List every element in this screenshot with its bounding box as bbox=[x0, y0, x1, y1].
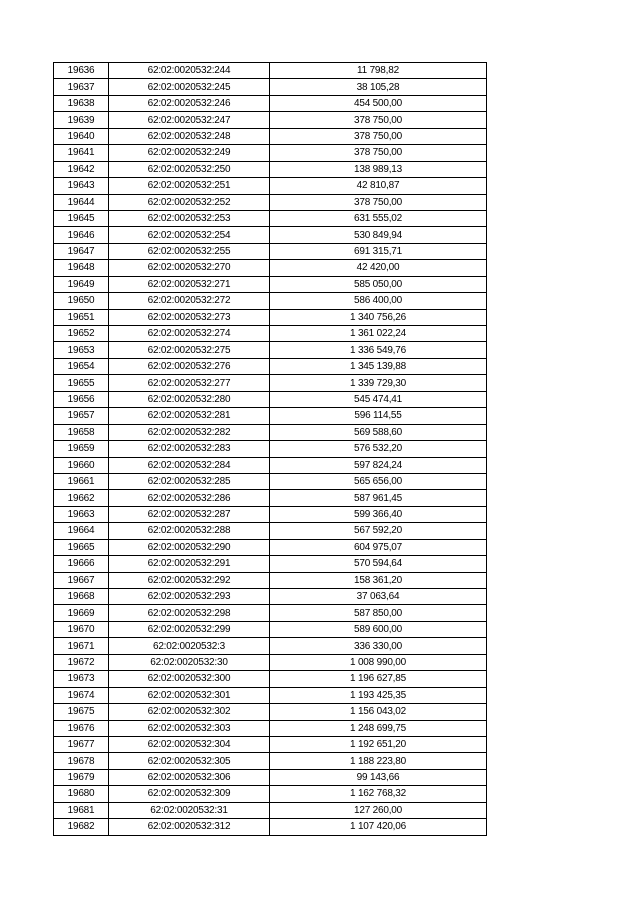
table-row bbox=[54, 112, 487, 128]
cadastral-value-cell: 1 361 022,24 bbox=[270, 326, 487, 342]
cadastral-value-cell: 569 588,60 bbox=[270, 424, 487, 440]
table-row bbox=[54, 769, 487, 785]
row-number-cell: 19667 bbox=[54, 572, 109, 588]
cadastral-value-cell: 1 336 549,76 bbox=[270, 342, 487, 358]
cadastral-number-cell: 62:02:0020532:288 bbox=[109, 523, 270, 539]
row-number-cell: 19662 bbox=[54, 490, 109, 506]
cadastral-number-cell: 62:02:0020532:275 bbox=[109, 342, 270, 358]
cadastral-value-cell: 1 193 425,35 bbox=[270, 687, 487, 703]
cadastral-number-cell: 62:02:0020532:248 bbox=[109, 128, 270, 144]
cadastral-value-cell: 1 340 756,26 bbox=[270, 309, 487, 325]
cadastral-value-cell: 1 107 420,06 bbox=[270, 819, 487, 835]
cadastral-value-cell: 585 050,00 bbox=[270, 276, 487, 292]
cadastral-number-cell: 62:02:0020532:253 bbox=[109, 210, 270, 226]
row-number-cell: 19657 bbox=[54, 408, 109, 424]
cadastral-number-cell: 62:02:0020532:271 bbox=[109, 276, 270, 292]
row-number-cell: 19660 bbox=[54, 457, 109, 473]
row-number-cell: 19663 bbox=[54, 506, 109, 522]
row-number-cell: 19646 bbox=[54, 227, 109, 243]
row-number-cell: 19650 bbox=[54, 293, 109, 309]
cadastral-number-cell: 62:02:0020532:244 bbox=[109, 63, 270, 79]
table-row bbox=[54, 473, 487, 489]
row-number-cell: 19655 bbox=[54, 375, 109, 391]
row-number-cell: 19678 bbox=[54, 753, 109, 769]
cadastral-number-cell: 62:02:0020532:303 bbox=[109, 720, 270, 736]
cadastral-value-cell: 1 188 223,80 bbox=[270, 753, 487, 769]
table-row bbox=[54, 490, 487, 506]
table-body bbox=[54, 63, 487, 836]
row-number-cell: 19656 bbox=[54, 391, 109, 407]
row-number-cell: 19647 bbox=[54, 243, 109, 259]
table-row bbox=[54, 375, 487, 391]
cadastral-value-cell: 565 656,00 bbox=[270, 473, 487, 489]
row-number-cell: 19636 bbox=[54, 63, 109, 79]
table-row bbox=[54, 457, 487, 473]
row-number-cell: 19676 bbox=[54, 720, 109, 736]
cadastral-value-cell: 691 315,71 bbox=[270, 243, 487, 259]
cadastral-value-cell: 99 143,66 bbox=[270, 769, 487, 785]
table-row bbox=[54, 210, 487, 226]
cadastral-value-cell: 158 361,20 bbox=[270, 572, 487, 588]
cadastral-number-cell: 62:02:0020532:291 bbox=[109, 556, 270, 572]
table-row bbox=[54, 243, 487, 259]
row-number-cell: 19681 bbox=[54, 802, 109, 818]
cadastral-number-cell: 62:02:0020532:302 bbox=[109, 704, 270, 720]
row-number-cell: 19643 bbox=[54, 178, 109, 194]
row-number-cell: 19666 bbox=[54, 556, 109, 572]
table-row bbox=[54, 178, 487, 194]
table-row bbox=[54, 704, 487, 720]
table-row bbox=[54, 408, 487, 424]
row-number-cell: 19668 bbox=[54, 589, 109, 605]
cadastral-value-cell: 336 330,00 bbox=[270, 638, 487, 654]
table-row bbox=[54, 128, 487, 144]
table-row bbox=[54, 687, 487, 703]
cadastral-number-cell: 62:02:0020532:245 bbox=[109, 79, 270, 95]
table-row bbox=[54, 276, 487, 292]
cadastral-number-cell: 62:02:0020532:312 bbox=[109, 819, 270, 835]
cadastral-number-cell: 62:02:0020532:246 bbox=[109, 95, 270, 111]
cadastral-value-cell: 378 750,00 bbox=[270, 194, 487, 210]
table-row bbox=[54, 441, 487, 457]
table-row bbox=[54, 539, 487, 555]
row-number-cell: 19641 bbox=[54, 145, 109, 161]
cadastral-value-table bbox=[53, 62, 487, 836]
table-row bbox=[54, 506, 487, 522]
cadastral-value-cell: 1 196 627,85 bbox=[270, 671, 487, 687]
cadastral-value-cell: 545 474,41 bbox=[270, 391, 487, 407]
cadastral-value-cell: 631 555,02 bbox=[270, 210, 487, 226]
cadastral-value-cell: 378 750,00 bbox=[270, 112, 487, 128]
table-row bbox=[54, 309, 487, 325]
cadastral-value-cell: 587 961,45 bbox=[270, 490, 487, 506]
table-row bbox=[54, 293, 487, 309]
row-number-cell: 19673 bbox=[54, 671, 109, 687]
cadastral-number-cell: 62:02:0020532:255 bbox=[109, 243, 270, 259]
cadastral-number-cell: 62:02:0020532:273 bbox=[109, 309, 270, 325]
cadastral-number-cell: 62:02:0020532:306 bbox=[109, 769, 270, 785]
cadastral-number-cell: 62:02:0020532:299 bbox=[109, 621, 270, 637]
cadastral-value-cell: 1 162 768,32 bbox=[270, 786, 487, 802]
cadastral-value-cell: 37 063,64 bbox=[270, 589, 487, 605]
cadastral-value-cell: 1 248 699,75 bbox=[270, 720, 487, 736]
row-number-cell: 19648 bbox=[54, 260, 109, 276]
cadastral-number-cell: 62:02:0020532:283 bbox=[109, 441, 270, 457]
row-number-cell: 19640 bbox=[54, 128, 109, 144]
cadastral-number-cell: 62:02:0020532:286 bbox=[109, 490, 270, 506]
table-row bbox=[54, 391, 487, 407]
cadastral-value-cell: 1 008 990,00 bbox=[270, 654, 487, 670]
table-row bbox=[54, 786, 487, 802]
row-number-cell: 19653 bbox=[54, 342, 109, 358]
table-row bbox=[54, 227, 487, 243]
cadastral-value-cell: 599 366,40 bbox=[270, 506, 487, 522]
table-row bbox=[54, 358, 487, 374]
table-row bbox=[54, 589, 487, 605]
row-number-cell: 19674 bbox=[54, 687, 109, 703]
cadastral-value-cell: 576 532,20 bbox=[270, 441, 487, 457]
cadastral-number-cell: 62:02:0020532:285 bbox=[109, 473, 270, 489]
table-row bbox=[54, 342, 487, 358]
row-number-cell: 19679 bbox=[54, 769, 109, 785]
row-number-cell: 19661 bbox=[54, 473, 109, 489]
cadastral-number-cell: 62:02:0020532:251 bbox=[109, 178, 270, 194]
row-number-cell: 19680 bbox=[54, 786, 109, 802]
table-row bbox=[54, 671, 487, 687]
cadastral-number-cell: 62:02:0020532:249 bbox=[109, 145, 270, 161]
table-row bbox=[54, 621, 487, 637]
row-number-cell: 19665 bbox=[54, 539, 109, 555]
row-number-cell: 19639 bbox=[54, 112, 109, 128]
table-row bbox=[54, 736, 487, 752]
row-number-cell: 19644 bbox=[54, 194, 109, 210]
row-number-cell: 19645 bbox=[54, 210, 109, 226]
cadastral-number-cell: 62:02:0020532:277 bbox=[109, 375, 270, 391]
cadastral-value-cell: 570 594,64 bbox=[270, 556, 487, 572]
cadastral-value-cell: 1 156 043,02 bbox=[270, 704, 487, 720]
cadastral-number-cell: 62:02:0020532:300 bbox=[109, 671, 270, 687]
table-row bbox=[54, 638, 487, 654]
cadastral-value-cell: 1 339 729,30 bbox=[270, 375, 487, 391]
cadastral-number-cell: 62:02:0020532:270 bbox=[109, 260, 270, 276]
table-row bbox=[54, 720, 487, 736]
cadastral-value-cell: 378 750,00 bbox=[270, 128, 487, 144]
row-number-cell: 19651 bbox=[54, 309, 109, 325]
cadastral-value-cell: 127 260,00 bbox=[270, 802, 487, 818]
cadastral-number-cell: 62:02:0020532:30 bbox=[109, 654, 270, 670]
row-number-cell: 19669 bbox=[54, 605, 109, 621]
row-number-cell: 19642 bbox=[54, 161, 109, 177]
cadastral-number-cell: 62:02:0020532:293 bbox=[109, 589, 270, 605]
cadastral-number-cell: 62:02:0020532:304 bbox=[109, 736, 270, 752]
cadastral-number-cell: 62:02:0020532:301 bbox=[109, 687, 270, 703]
row-number-cell: 19654 bbox=[54, 358, 109, 374]
cadastral-number-cell: 62:02:0020532:254 bbox=[109, 227, 270, 243]
row-number-cell: 19675 bbox=[54, 704, 109, 720]
cadastral-value-cell: 42 810,87 bbox=[270, 178, 487, 194]
cadastral-number-cell: 62:02:0020532:250 bbox=[109, 161, 270, 177]
cadastral-value-cell: 587 850,00 bbox=[270, 605, 487, 621]
cadastral-value-cell: 454 500,00 bbox=[270, 95, 487, 111]
cadastral-value-cell: 604 975,07 bbox=[270, 539, 487, 555]
cadastral-number-cell: 62:02:0020532:274 bbox=[109, 326, 270, 342]
cadastral-value-cell: 597 824,24 bbox=[270, 457, 487, 473]
table-row bbox=[54, 424, 487, 440]
table-row bbox=[54, 145, 487, 161]
cadastral-number-cell: 62:02:0020532:31 bbox=[109, 802, 270, 818]
cadastral-number-cell: 62:02:0020532:272 bbox=[109, 293, 270, 309]
cadastral-value-cell: 530 849,94 bbox=[270, 227, 487, 243]
cadastral-value-cell: 589 600,00 bbox=[270, 621, 487, 637]
cadastral-number-cell: 62:02:0020532:290 bbox=[109, 539, 270, 555]
table-row bbox=[54, 194, 487, 210]
table-row bbox=[54, 161, 487, 177]
row-number-cell: 19652 bbox=[54, 326, 109, 342]
row-number-cell: 19638 bbox=[54, 95, 109, 111]
table-row bbox=[54, 802, 487, 818]
table-row bbox=[54, 63, 487, 79]
cadastral-number-cell: 62:02:0020532:247 bbox=[109, 112, 270, 128]
cadastral-number-cell: 62:02:0020532:298 bbox=[109, 605, 270, 621]
cadastral-value-cell: 42 420,00 bbox=[270, 260, 487, 276]
table-row bbox=[54, 819, 487, 835]
cadastral-number-cell: 62:02:0020532:281 bbox=[109, 408, 270, 424]
cadastral-value-cell: 567 592,20 bbox=[270, 523, 487, 539]
row-number-cell: 19671 bbox=[54, 638, 109, 654]
cadastral-value-cell: 378 750,00 bbox=[270, 145, 487, 161]
cadastral-number-cell: 62:02:0020532:292 bbox=[109, 572, 270, 588]
row-number-cell: 19664 bbox=[54, 523, 109, 539]
table-row bbox=[54, 260, 487, 276]
cadastral-number-cell: 62:02:0020532:3 bbox=[109, 638, 270, 654]
table-row bbox=[54, 95, 487, 111]
cadastral-value-cell: 38 105,28 bbox=[270, 79, 487, 95]
row-number-cell: 19637 bbox=[54, 79, 109, 95]
table-row bbox=[54, 753, 487, 769]
row-number-cell: 19682 bbox=[54, 819, 109, 835]
cadastral-number-cell: 62:02:0020532:252 bbox=[109, 194, 270, 210]
cadastral-number-cell: 62:02:0020532:282 bbox=[109, 424, 270, 440]
table-row bbox=[54, 605, 487, 621]
cadastral-value-cell: 586 400,00 bbox=[270, 293, 487, 309]
row-number-cell: 19649 bbox=[54, 276, 109, 292]
row-number-cell: 19658 bbox=[54, 424, 109, 440]
table-row bbox=[54, 654, 487, 670]
table-row bbox=[54, 556, 487, 572]
cadastral-value-cell: 11 798,82 bbox=[270, 63, 487, 79]
row-number-cell: 19670 bbox=[54, 621, 109, 637]
table-row bbox=[54, 79, 487, 95]
row-number-cell: 19677 bbox=[54, 736, 109, 752]
cadastral-value-cell: 1 192 651,20 bbox=[270, 736, 487, 752]
cadastral-number-cell: 62:02:0020532:309 bbox=[109, 786, 270, 802]
row-number-cell: 19659 bbox=[54, 441, 109, 457]
table-row bbox=[54, 523, 487, 539]
cadastral-value-cell: 138 989,13 bbox=[270, 161, 487, 177]
cadastral-number-cell: 62:02:0020532:280 bbox=[109, 391, 270, 407]
cadastral-number-cell: 62:02:0020532:284 bbox=[109, 457, 270, 473]
table-row bbox=[54, 326, 487, 342]
row-number-cell: 19672 bbox=[54, 654, 109, 670]
cadastral-number-cell: 62:02:0020532:276 bbox=[109, 358, 270, 374]
cadastral-value-cell: 596 114,55 bbox=[270, 408, 487, 424]
cadastral-value-cell: 1 345 139,88 bbox=[270, 358, 487, 374]
cadastral-number-cell: 62:02:0020532:305 bbox=[109, 753, 270, 769]
cadastral-number-cell: 62:02:0020532:287 bbox=[109, 506, 270, 522]
table-row bbox=[54, 572, 487, 588]
